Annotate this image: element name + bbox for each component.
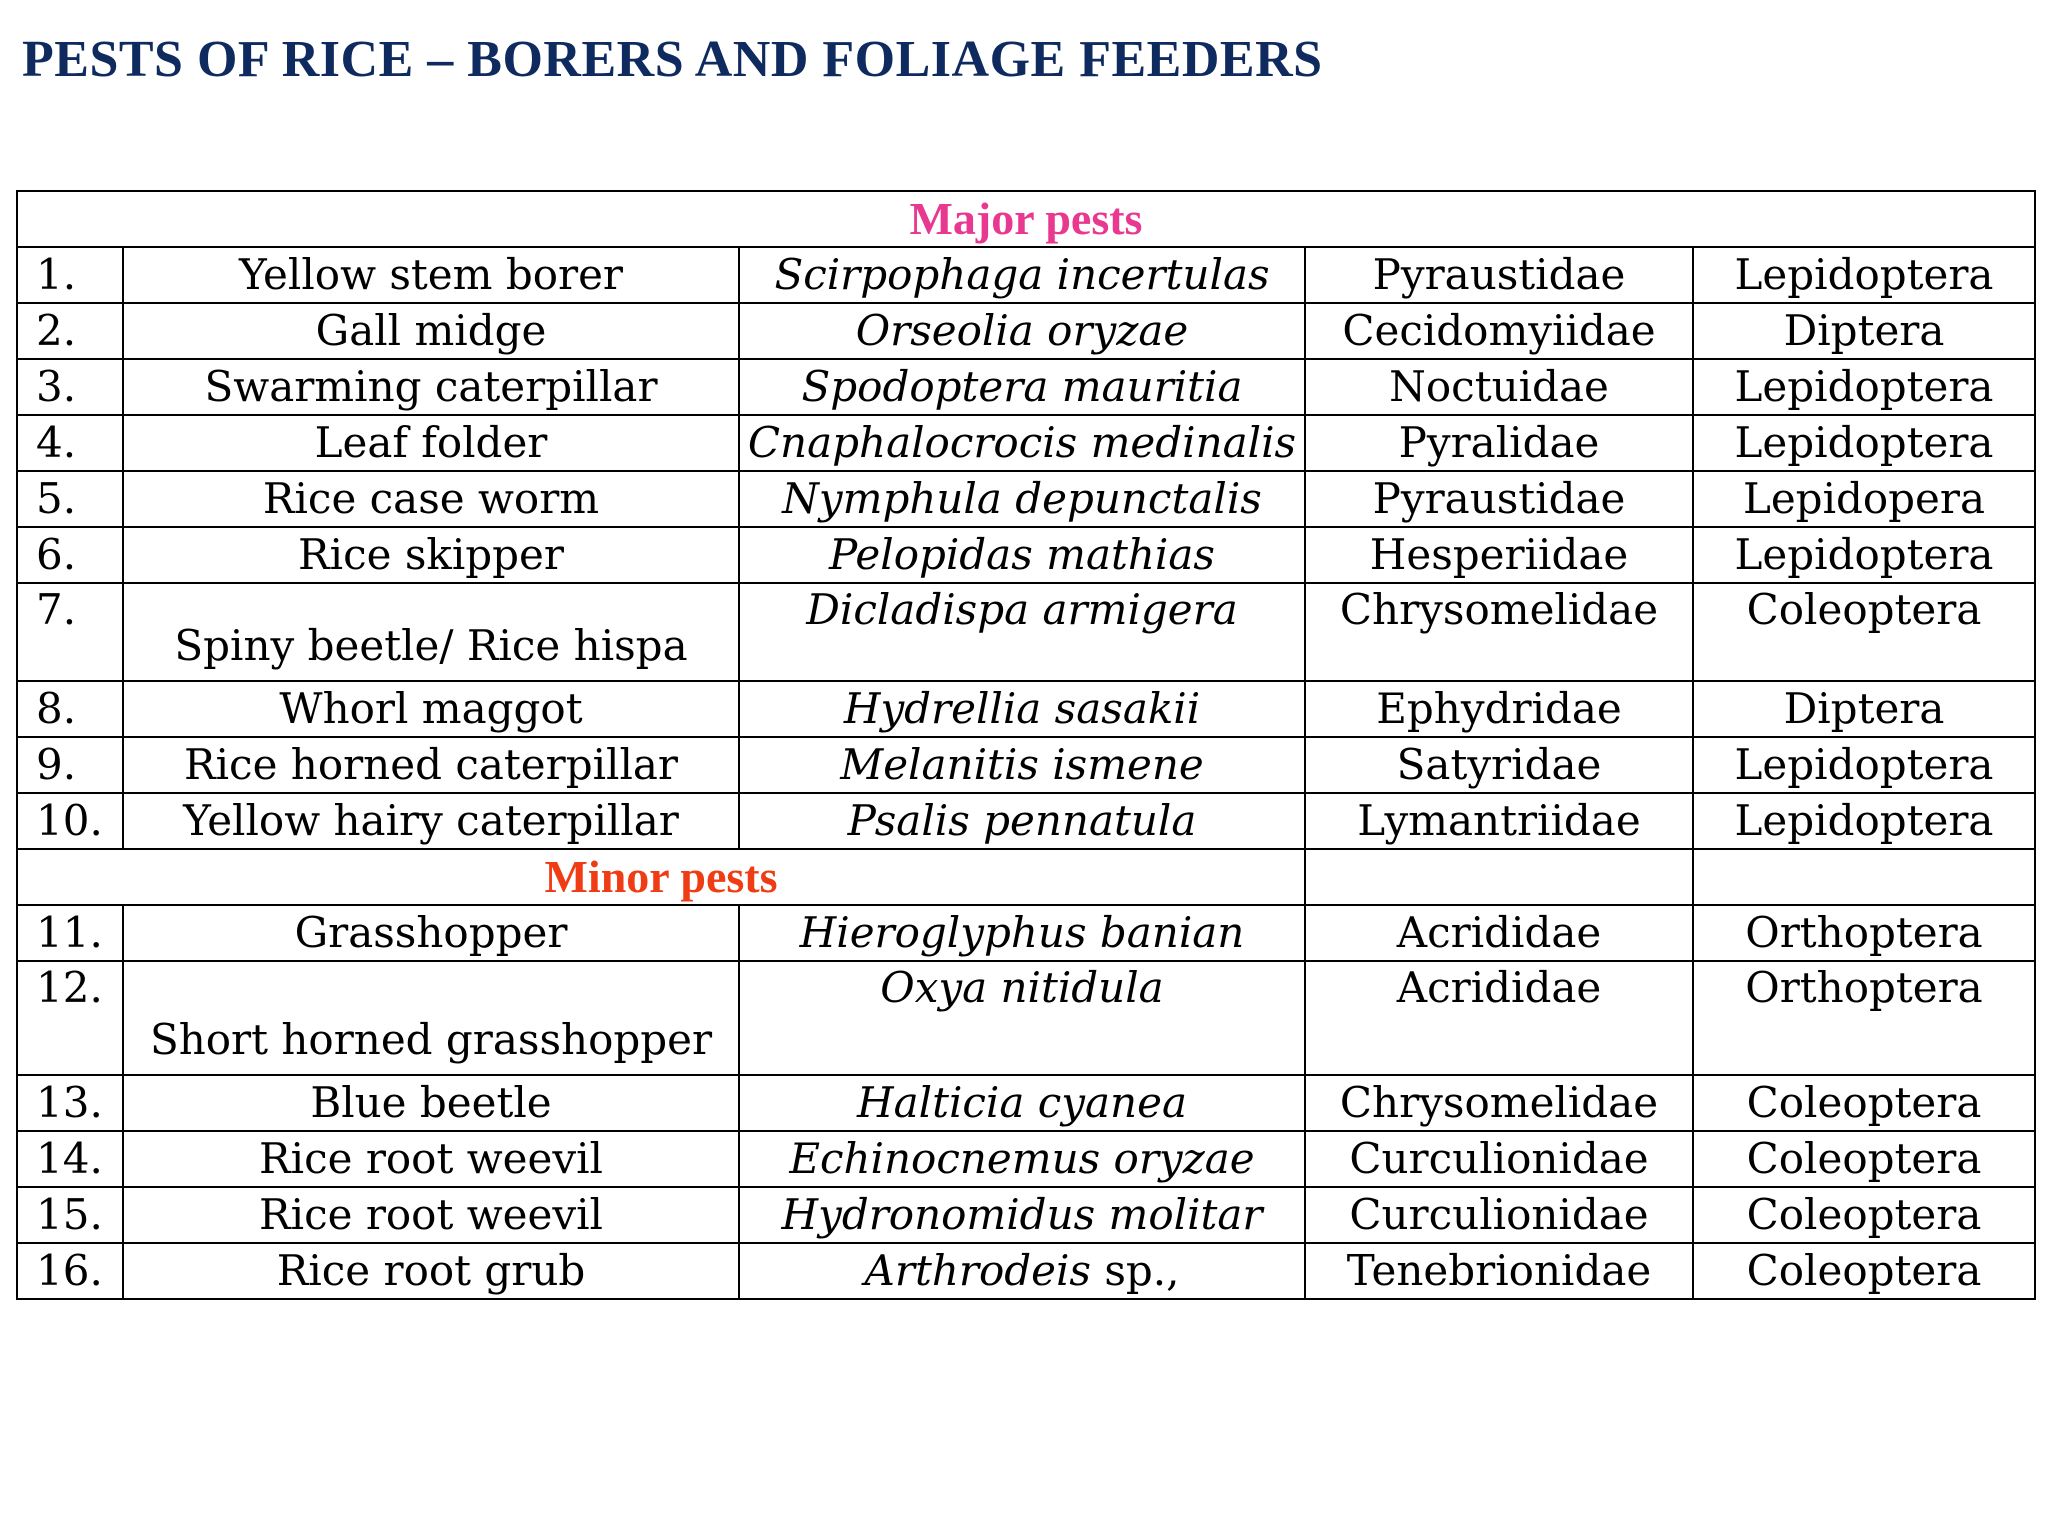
table-row (17, 471, 2035, 527)
scientific-name: Halticia cyanea (739, 1075, 1305, 1131)
table-row (17, 359, 2035, 415)
table-row (17, 1075, 2035, 1131)
order-name: Diptera (1693, 303, 2035, 359)
table-row (17, 1131, 2035, 1187)
family-name: Chrysomelidae (1305, 1075, 1693, 1131)
order-name: Coleoptera (1693, 1075, 2035, 1131)
family-name: Curculionidae (1305, 1131, 1693, 1187)
family-name: Pyraustidae (1305, 247, 1693, 303)
row-number: 8. (17, 681, 123, 737)
row-number: 4. (17, 415, 123, 471)
scientific-name: Nymphula depunctalis (739, 471, 1305, 527)
major-pests-heading-label: Major pests (909, 192, 1143, 244)
common-name: Rice root grub (123, 1243, 739, 1299)
family-name: Hesperiidae (1305, 527, 1693, 583)
common-name: Swarming caterpillar (123, 359, 739, 415)
order-name: Coleoptera (1693, 1243, 2035, 1299)
empty-cell (1693, 849, 2035, 905)
order-name: Lepidoptera (1693, 737, 2035, 793)
common-name: Short horned grasshopper (123, 961, 739, 1075)
scientific-name: Oxya nitidula (739, 961, 1305, 1075)
common-name: Blue beetle (123, 1075, 739, 1131)
order-name: Lepidoptera (1693, 415, 2035, 471)
row-number: 14. (17, 1131, 123, 1187)
scientific-genus: Arthrodeis (864, 1246, 1091, 1295)
order-name: Lepidoptera (1693, 527, 2035, 583)
row-number: 11. (17, 905, 123, 961)
scientific-name: Pelopidas mathias (739, 527, 1305, 583)
major-pests-heading (17, 191, 2035, 247)
common-name: Rice skipper (123, 527, 739, 583)
family-name: Curculionidae (1305, 1187, 1693, 1243)
table-row (17, 527, 2035, 583)
row-number: 13. (17, 1075, 123, 1131)
common-name: Rice case worm (123, 471, 739, 527)
table-row (17, 961, 2035, 1075)
order-name: Diptera (1693, 681, 2035, 737)
order-name: Lepidopera (1693, 471, 2035, 527)
scientific-name: Spodoptera mauritia (739, 359, 1305, 415)
row-number: 1. (17, 247, 123, 303)
common-name: Gall midge (123, 303, 739, 359)
table-row (17, 905, 2035, 961)
order-name: Coleoptera (1693, 1187, 2035, 1243)
common-name: Leaf folder (123, 415, 739, 471)
row-number: 3. (17, 359, 123, 415)
common-name: Whorl maggot (123, 681, 739, 737)
family-name: Chrysomelidae (1305, 583, 1693, 681)
table-row (17, 681, 2035, 737)
row-number: 9. (17, 737, 123, 793)
table-row (17, 583, 2035, 681)
order-name: Orthoptera (1693, 905, 2035, 961)
scientific-name: Scirpophaga incertulas (739, 247, 1305, 303)
family-name: Tenebrionidae (1305, 1243, 1693, 1299)
row-number: 12. (17, 961, 123, 1075)
family-name: Noctuidae (1305, 359, 1693, 415)
family-name: Ephydridae (1305, 681, 1693, 737)
table-row (17, 415, 2035, 471)
scientific-name: Psalis pennatula (739, 793, 1305, 849)
family-name: Lymantriidae (1305, 793, 1693, 849)
row-number: 16. (17, 1243, 123, 1299)
family-name: Pyralidae (1305, 415, 1693, 471)
family-name: Pyraustidae (1305, 471, 1693, 527)
order-name: Lepidoptera (1693, 247, 2035, 303)
family-name: Cecidomyiidae (1305, 303, 1693, 359)
common-name: Rice root weevil (123, 1131, 739, 1187)
row-number: 10. (17, 793, 123, 849)
order-name: Lepidoptera (1693, 793, 2035, 849)
scientific-name: Echinocnemus oryzae (739, 1131, 1305, 1187)
family-name: Acrididae (1305, 905, 1693, 961)
scientific-name: Orseolia oryzae (739, 303, 1305, 359)
order-name: Coleoptera (1693, 1131, 2035, 1187)
order-name: Lepidoptera (1693, 359, 2035, 415)
scientific-name: Melanitis ismene (739, 737, 1305, 793)
common-name: Yellow hairy caterpillar (123, 793, 739, 849)
scientific-name: Hydrellia sasakii (739, 681, 1305, 737)
order-name: Coleoptera (1693, 583, 2035, 681)
row-number: 15. (17, 1187, 123, 1243)
order-name: Orthoptera (1693, 961, 2035, 1075)
scientific-name: Hieroglyphus banian (739, 905, 1305, 961)
table-row (17, 737, 2035, 793)
common-name: Spiny beetle/ Rice hispa (123, 583, 739, 681)
table-row (17, 1187, 2035, 1243)
scientific-name (739, 1243, 1305, 1299)
scientific-suffix: sp., (1090, 1246, 1180, 1295)
empty-cell (1305, 849, 1693, 905)
table-row (17, 793, 2035, 849)
family-name: Acrididae (1305, 961, 1693, 1075)
row-number: 6. (17, 527, 123, 583)
scientific-name: Hydronomidus molitar (739, 1187, 1305, 1243)
page-title: PESTS OF RICE – BORERS AND FOLIAGE FEEDERS (22, 31, 1323, 88)
common-name: Grasshopper (123, 905, 739, 961)
scientific-name: Cnaphalocrocis medinalis (739, 415, 1305, 471)
row-number: 2. (17, 303, 123, 359)
section-header-row-minor (17, 849, 2035, 905)
section-header-row-major (17, 191, 2035, 247)
row-number: 5. (17, 471, 123, 527)
row-number: 7. (17, 583, 123, 681)
family-name: Satyridae (1305, 737, 1693, 793)
pest-table (16, 190, 2036, 1300)
minor-pests-heading-label: Minor pests (544, 850, 778, 902)
minor-pests-heading (17, 849, 1305, 905)
common-name: Rice horned caterpillar (123, 737, 739, 793)
table-row (17, 247, 2035, 303)
table-row (17, 303, 2035, 359)
table-row (17, 1243, 2035, 1299)
common-name: Rice root weevil (123, 1187, 739, 1243)
scientific-name: Dicladispa armigera (739, 583, 1305, 681)
common-name: Yellow stem borer (123, 247, 739, 303)
